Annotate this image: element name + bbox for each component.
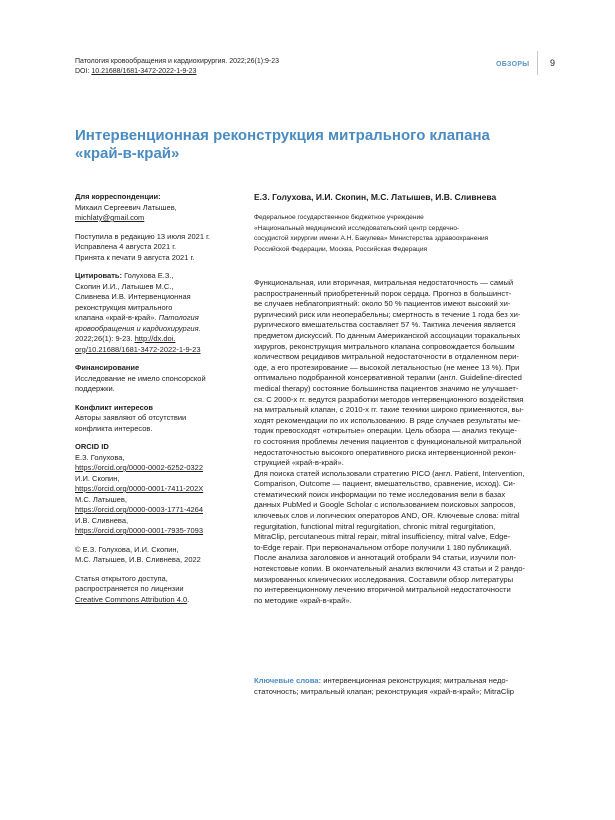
abstract-line: количеством рецидивов митральной недостаточности в отдаленном пери-	[254, 352, 519, 362]
affiliation	[254, 213, 544, 255]
running-header	[75, 57, 279, 77]
abstract-line: оптимально подобранной консервативной терапии (англ. Guideline-directed	[254, 373, 522, 383]
abstract-line: MitraClip, percutaneous mitral repair, mitral insufficiency, mitral valve, Edge-	[254, 532, 511, 542]
abstract-line: Comparison, Outcome — пациент, вмешательство, сравнение, исход). Си-	[254, 479, 516, 489]
sidebar	[75, 192, 245, 613]
abstract-line: струкцией «край-в-край».	[254, 458, 344, 468]
citation-line: реконструкция митрального	[75, 302, 173, 312]
page-number: 9	[550, 58, 556, 68]
correspondence-email-link[interactable]: michlaty@gmail.com	[75, 213, 145, 222]
keywords	[254, 676, 556, 697]
orcid-link[interactable]: https://orcid.org/0000-0001-7935-7093	[75, 526, 204, 535]
orcid-block	[75, 442, 245, 537]
abstract-line: После анализа заголовков и аннотаций отобрали 94 статьи, изучили пол-	[254, 553, 516, 563]
citation-line	[75, 271, 245, 282]
abstract-line: по интервенционному лечению вторичной митральной недостаточности	[254, 585, 511, 595]
abstract-line: Функциональная, или вторичная, митральная недостаточность — самый	[254, 278, 514, 287]
citation-text: Голухова Е.З.,	[122, 271, 174, 280]
doi-label: DOI:	[75, 68, 90, 75]
abstract	[254, 278, 556, 606]
journal-citation: Патология кровообращения и кардиохирургия. 2022;26(1):9-23	[75, 58, 280, 65]
orcid-link[interactable]: https://orcid.org/0000-0002-6252-0322	[75, 463, 204, 472]
abstract-line: Для поиска статей использовали стратегию PICO (англ. Patient, Intervention,	[254, 468, 525, 478]
funding-text: поддержки.	[75, 384, 115, 393]
abstract-line: ходят рекомендации по их использованию. В ряде случаев результаты ме-	[254, 415, 521, 425]
citation-label: Цитировать:	[75, 271, 122, 280]
citation-line: Сливнева И.В. Интервенционная	[75, 292, 191, 301]
abstract-line: по методике «край-в-край».	[254, 595, 352, 605]
abstract-line: стематический поиск информации по теме исследования вели в базах	[254, 489, 506, 499]
article-title	[75, 127, 535, 163]
citation-doi-link[interactable]: org/10.21688/1681-3472-2022-1-9-23	[75, 344, 201, 354]
keywords-label: Ключевые слова:	[254, 676, 322, 685]
orcid-author-name: Е.З. Голухова,	[75, 452, 125, 462]
date-received: Поступила в редакцию 13 июля 2021 г.	[75, 231, 210, 241]
conflict-heading: Конфликт интересов	[75, 402, 153, 412]
correspondence-name: Михаил Сергеевич Латышев,	[75, 202, 177, 212]
license-text: распространяется по лицензии	[75, 584, 184, 593]
dates-block	[75, 232, 245, 264]
abstract-line: мизированных клинических исследования. Составили обзор литературы	[254, 574, 514, 584]
title-line: «край-в-край»	[75, 145, 180, 162]
license-link[interactable]: Creative Commons Attribution 4.0	[75, 594, 188, 604]
date-revised: Исправлена 4 августа 2021 г.	[75, 242, 177, 251]
abstract-line: хирургов, реконструкция митрального клапана сопровождается большим	[254, 341, 515, 351]
citation-text: клапана «край-в-край».	[75, 313, 159, 322]
header-divider	[537, 51, 538, 75]
orcid-heading: ORCID ID	[75, 442, 109, 451]
citation-block	[75, 271, 245, 355]
copyright-block	[75, 545, 245, 566]
abstract-line: предметом дискуссий. По данным Американской ассоциации торакальных	[254, 330, 521, 340]
copyright-text: © Е.З. Голухова, И.И. Скопин,	[75, 544, 179, 554]
abstract-line: на митральный клапан, с 2010-х гг. такие техники широко применяются, вы-	[254, 405, 524, 415]
title-line: Интервенционная реконструкция митрального клапана	[75, 127, 490, 144]
abstract-line: medical therapy) состояние большинства пациентов значимо не улучшает-	[254, 383, 519, 393]
license-text: Статья открытого доступа,	[75, 573, 168, 583]
license-period: .	[187, 594, 190, 604]
citation-journal: кровообращения и кардиохирургия.	[75, 323, 201, 333]
abstract-line: недостаточностью высокого оперативного риска интервенционной рекон-	[254, 447, 517, 457]
abstract-line: рургический риск или неоперабельны; смертность в течение 1 года без хи-	[254, 309, 521, 319]
section-label: ОБЗОРЫ	[496, 61, 530, 68]
conflict-text: Авторы заявляют об отсутствии	[75, 413, 187, 422]
orcid-author-name: И.И. Скопин,	[75, 473, 120, 483]
copyright-text: М.С. Латышев, И.В. Сливнева, 2022	[75, 555, 201, 564]
abstract-line: оде, а его протезирование — высокой летальностью (не менее 13 %). При	[254, 362, 520, 372]
orcid-link[interactable]: https://orcid.org/0000-0003-1771-4264	[75, 505, 204, 514]
doi-line	[75, 67, 279, 77]
keywords-text: интервенционная реконструкция; митральная недо-	[321, 676, 509, 685]
orcid-link[interactable]: https://orcid.org/0000-0001-7411-202X	[75, 484, 204, 493]
affiliation-line: «Национальный медицинский исследовательский центр сердечно-	[254, 224, 460, 232]
keywords-text: статочность; митральный клапан; реконструкция «край-в-край»; MitraClip	[254, 686, 515, 696]
authors-line: Е.З. Голухова, И.И. Скопин, М.С. Латышев, И.В. Сливнева	[254, 192, 497, 202]
affiliation-line: сосудистой хирургии имени А.Н. Бакулева» Министерства здравоохранения	[254, 235, 489, 242]
abstract-line: тодик превосходят «открытые» операции. Цель обзора — анализ текуще-	[254, 426, 517, 436]
affiliation-line: Российской Федерации, Москва, Российская Федерация	[254, 245, 428, 253]
doi-link[interactable]: 10.21688/1681-3472-2022-1-9-23	[91, 68, 197, 75]
orcid-author-name: И.В. Сливнева,	[75, 515, 129, 525]
abstract-line: нотекстовые копии. В окончательный анализ включили 43 статьи и 2 рандо-	[254, 564, 525, 574]
funding-block	[75, 363, 245, 395]
correspondence-heading: Для корреспонденции:	[75, 192, 161, 201]
orcid-author-name: М.С. Латышев,	[75, 494, 127, 504]
funding-text: Исследование не имело спонсорской	[75, 373, 206, 383]
license-line	[75, 595, 245, 606]
license-block	[75, 574, 245, 606]
abstract-line: рургического вмешательства составляет 57 %. Тактика лечения является	[254, 320, 516, 330]
abstract-line: данных PubMed и Google Scholar с использованием поисковых запросов,	[254, 500, 516, 510]
abstract-line: to-Edge repair. При первоначальном отборе получили 1 180 публикаций.	[254, 542, 512, 552]
abstract-line: го состояния проблемы лечения пациентов с функциональной митральной	[254, 436, 522, 446]
citation-line: Скопин И.И., Латышев М.С.,	[75, 281, 174, 291]
citation-text: 2022;26(1): 9-23.	[75, 334, 135, 343]
abstract-line: regurgitation, functional mitral regurgitation, chronic mitral regurgitation,	[254, 521, 496, 531]
citation-journal: Патология	[158, 313, 199, 322]
abstract-line: ключевых слов и логических операторов AND, OR. Ключевые слова: mitral	[254, 511, 520, 521]
citation-line	[75, 324, 245, 335]
affiliation-line: Федеральное государственное бюджетное учреждение	[254, 214, 424, 221]
abstract-line: распространенный приобретенный порок сердца. Прогноз в большинст-	[254, 288, 512, 298]
keywords-line	[254, 676, 556, 687]
date-accepted: Принята к печати 9 августа 2021 г.	[75, 252, 195, 262]
conflict-block	[75, 403, 245, 435]
citation-line	[75, 313, 245, 324]
citation-line	[75, 334, 245, 345]
abstract-line: ве случаев неблагоприятный: около 50 % пациентов имеют высокий хи-	[254, 299, 511, 309]
funding-heading: Финансирование	[75, 363, 140, 372]
correspondence-block	[75, 192, 245, 224]
citation-doi-link[interactable]: http://dx.doi.	[134, 334, 176, 343]
abstract-line: ся. С 2000-х гг. ведутся разработки методов интервенционного воздействия	[254, 394, 524, 404]
conflict-text: конфликта интересов.	[75, 423, 153, 433]
